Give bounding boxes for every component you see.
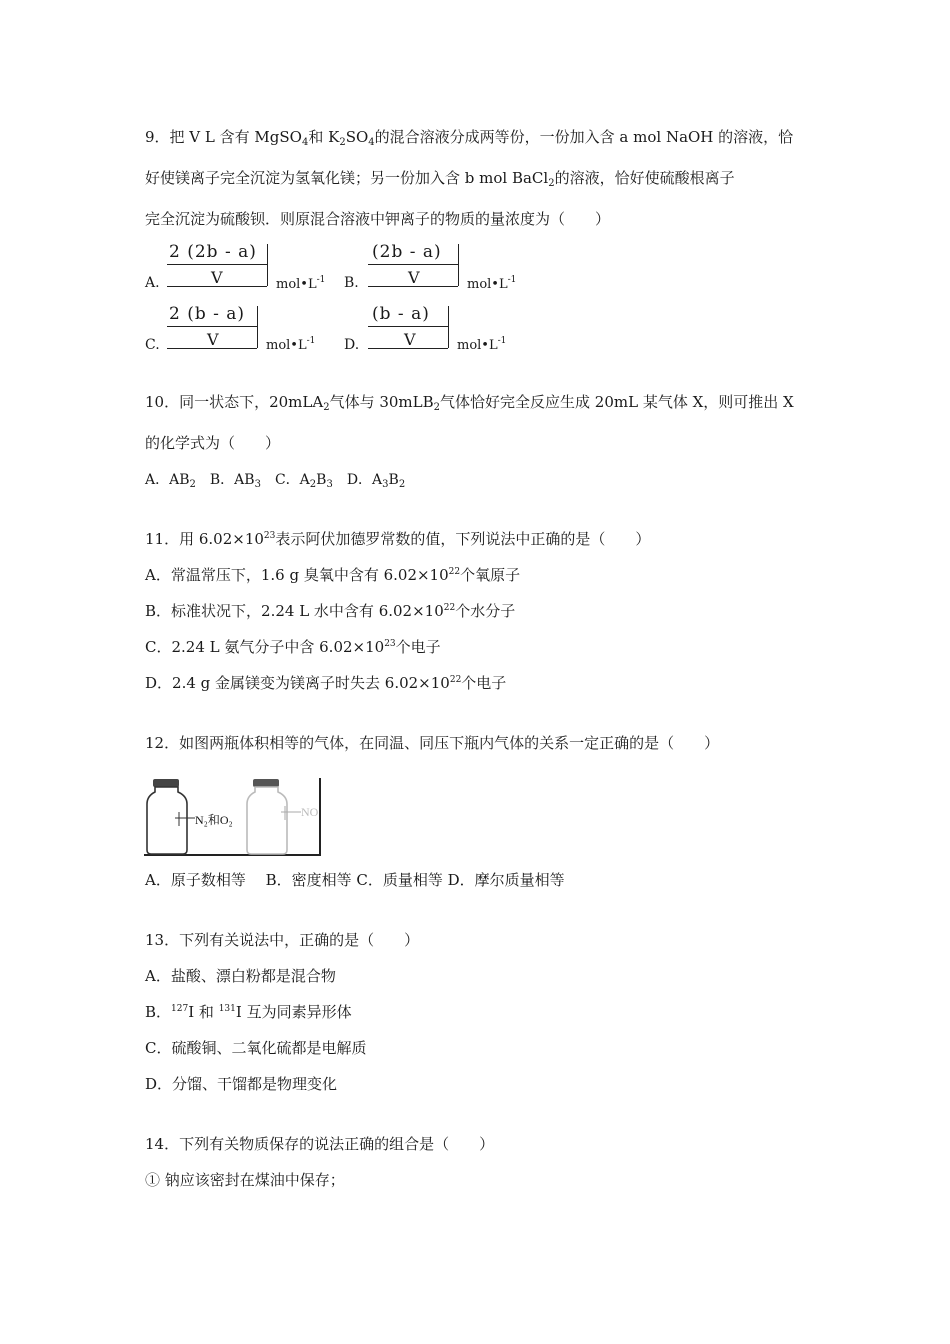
fraction-side-rule: [267, 244, 268, 286]
fraction-numerator: 2 (b - a): [169, 304, 246, 324]
q10-options: A．$AB_2$ B．$AB_3$ C．$A_2B_3$ D．$A_3B_2$: [145, 472, 406, 490]
q9-option-b-fraction: [368, 242, 462, 290]
bottle-2-cap: [253, 779, 279, 787]
q14-stem: 14．下列有关物质保存的说法正确的组合是（ ）: [145, 1135, 495, 1153]
q9-option-c-unit: $mol•L^{-1}$: [266, 336, 316, 353]
q13-option-d: D．分馏、干馏都是物理变化: [145, 1075, 338, 1093]
gas-bottles-figure: [143, 776, 323, 858]
q11-option-b: B．标准状况下，2.24 L 水中含有 $6.02\times 10^{22}$个水分子: [145, 602, 516, 620]
bottle-1-icon: [147, 779, 195, 854]
q9-line3: 完全沉淀为硫酸钡．则原混合溶液中钾离子的物质的量浓度为（ ）: [145, 210, 611, 228]
q12-stem: 12．如图两瓶体积相等的气体，在同温、同压下瓶内气体的关系一定正确的是（ ）: [145, 734, 720, 752]
q11-option-a: A．常温常压下，1.6 g 臭氧中含有 $6.02\times 10^{22}$个氧原子: [145, 566, 521, 584]
q11-option-c: C．2.24 L 氨气分子中含 $6.02\times 10^{23}$个电子: [145, 638, 441, 656]
q9-option-a-fraction: [167, 242, 271, 290]
q9-option-b-unit: $mol•L^{-1}$: [467, 275, 517, 292]
q12-options: A．原子数相等 B．密度相等 C．质量相等 D．摩尔质量相等: [145, 871, 565, 889]
q14-item-1: ① 钠应该密封在煤油中保存；: [145, 1171, 345, 1189]
fraction-denominator: V: [408, 268, 420, 287]
q10-line2: 的化学式为（ ）: [145, 434, 281, 452]
q9-option-a-unit: $mol•L^{-1}$: [276, 275, 326, 292]
q9-line1: 9．把 V L 含有 MgSO$_4$和 $K_2SO_4$的混合溶液分成两等份，一份加入含 a mol NaOH 的溶液，恰: [145, 128, 794, 148]
fraction-bottom-rule: [368, 348, 448, 349]
q9-option-a-label: A.: [145, 275, 160, 291]
q9-option-b-label: B.: [344, 275, 359, 291]
bottle-1-body: [147, 787, 187, 854]
q9-option-d-unit: $mol•L^{-1}$: [457, 336, 507, 353]
q13-stem: 13．下列有关说法中，正确的是（ ）: [145, 931, 420, 949]
fraction-bar: [368, 264, 458, 265]
bottle-2-icon: [247, 779, 301, 854]
fraction-bottom-rule: [167, 286, 267, 287]
q13-option-a: A．盐酸、漂白粉都是混合物: [145, 967, 336, 985]
fraction-denominator: V: [207, 330, 219, 349]
q13-option-b: B．$^{127}$I 和 $^{131}$I 互为同素异形体: [145, 1003, 352, 1021]
q10-line1: 10．同一状态下，20mLA$_2$气体与 30mLB$_2$气体恰好完全反应生成 20mL 某气体 X，则可推出 X: [145, 393, 794, 413]
fraction-denominator: V: [404, 330, 416, 349]
fraction-numerator: (2b - a): [372, 242, 442, 262]
fraction-bar: [167, 326, 257, 327]
fraction-bottom-rule: [167, 348, 257, 349]
fraction-bar: [368, 326, 448, 327]
q13-option-c: C．硫酸铜、二氧化硫都是电解质: [145, 1039, 367, 1057]
gas-bottles-svg: [143, 776, 323, 858]
bottle-1-label: N₂和O₂: [195, 813, 233, 827]
bottle-2-body: [247, 787, 287, 854]
q9-option-d-fraction: [368, 304, 452, 352]
fraction-denominator: V: [211, 268, 223, 287]
fraction-numerator: 2 (2b - a): [169, 242, 257, 262]
bottle-1-cap: [153, 779, 179, 787]
fraction-side-rule: [448, 306, 449, 348]
q9-option-d-label: D.: [344, 337, 360, 353]
q9-option-c-label: C.: [145, 337, 160, 353]
fraction-side-rule: [458, 244, 459, 286]
q9-line2: 好使镁离子完全沉淀为氢氧化镁；另一份加入含 b mol BaCl$_2$的溶液，恰好使硫酸根离子: [145, 169, 735, 189]
fraction-numerator: (b - a): [372, 304, 430, 324]
bottle-2-label: NO: [301, 805, 319, 819]
fraction-bottom-rule: [368, 286, 458, 287]
q11-option-d: D．2.4 g 金属镁变为镁离子时失去 $6.02\times 10^{22}$个电子: [145, 674, 507, 692]
q9-option-c-fraction: [167, 304, 261, 352]
q11-stem: 11．用 $6.02\times 10^{23}$表示阿伏加德罗常数的值，下列说法中正确的是（ ）: [145, 530, 651, 548]
fraction-side-rule: [257, 306, 258, 348]
fraction-bar: [167, 264, 267, 265]
